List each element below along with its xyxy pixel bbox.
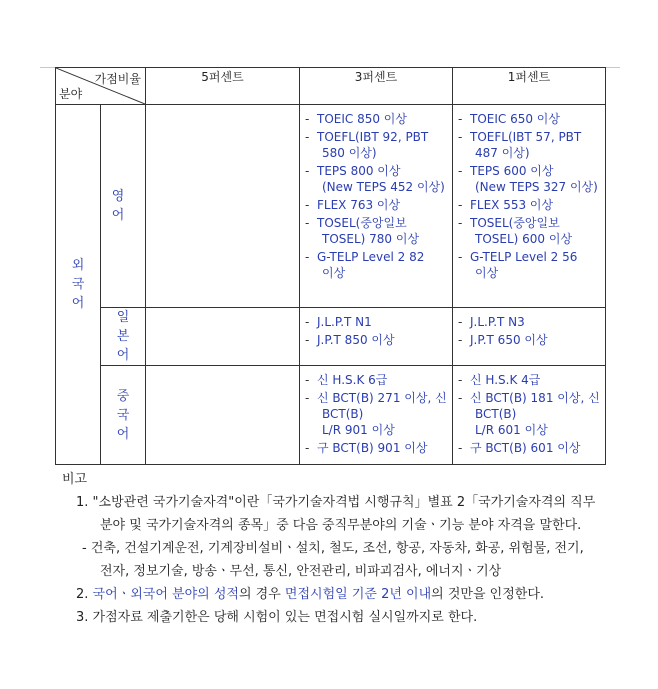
qualification-text: G-TELP Level 2 82 [317, 250, 425, 264]
remark-2-highlight-c: 면접시험일 기준 2년 이내 [284, 587, 432, 602]
remarks-section [60, 468, 620, 629]
qualification-text: 신 H.S.K 4급 [470, 373, 541, 387]
qualification-item [458, 314, 601, 330]
qualification-list [300, 366, 452, 462]
right-margin-guide [605, 67, 620, 68]
qualification-text: L/R 901 이상 [322, 423, 395, 437]
left-margin-guide [40, 67, 55, 68]
qualification-text: J.L.P.T N1 [317, 315, 372, 329]
qualification-text: TOSEL(중앙일보 [470, 216, 560, 230]
qualification-text: J.P.T 650 이상 [470, 333, 548, 347]
remark-2-text-d: 의 것만을 인정한다. [431, 587, 545, 602]
diagonal-header-cell [56, 68, 146, 105]
qualification-list [300, 105, 452, 287]
group-label-text: 외 국 어 [71, 258, 85, 311]
table-row-english [56, 105, 606, 308]
cell-japanese-3pct [300, 308, 453, 366]
qualification-text: 구 BCT(B) 901 이상 [317, 441, 428, 455]
table-header-row [56, 68, 606, 105]
qualification-text: 이상 [475, 266, 499, 280]
category-english: 영 어 [101, 105, 146, 308]
qualification-item [305, 332, 448, 348]
qualification-text: 이상 [322, 266, 346, 280]
qualification-item [305, 390, 448, 438]
cell-chinese-3pct [300, 366, 453, 465]
remark-field-list [60, 537, 620, 583]
qualification-text: (New TEPS 327 이상) [475, 180, 598, 194]
header-3pct: 3퍼센트 [300, 68, 453, 105]
qualification-text: 신 BCT(B) 271 이상, 신 [317, 391, 447, 405]
qualification-text: TEPS 800 이상 [317, 164, 401, 178]
cell-chinese-1pct [453, 366, 606, 465]
qualification-list [453, 105, 605, 287]
qualification-text: J.L.P.T N3 [470, 315, 525, 329]
corner-bottom-label: 분야 [59, 87, 83, 101]
qualification-text: 신 BCT(B) 181 이상, 신 [470, 391, 600, 405]
field-list-line-1: - 건축, 건설기계운전, 기계장비설비ㆍ설치, 철도, 조선, 항공, 자동차, 화공, 위험물, 전기, [82, 541, 584, 556]
remark-2-highlight-a: 국어ㆍ외국어 분야의 성적 [92, 587, 239, 602]
qualification-item [458, 440, 601, 456]
cell-english-1pct [453, 105, 606, 308]
qualification-text: BCT(B) [322, 407, 364, 421]
cell-chinese-5pct [146, 366, 300, 465]
bonus-points-table [55, 67, 606, 465]
qualification-item [458, 111, 601, 127]
qualification-item [458, 163, 601, 195]
qualification-text: 487 이상) [475, 146, 530, 160]
corner-top-label: 가점비율 [94, 72, 141, 86]
qualification-list [300, 308, 452, 354]
qualification-item [305, 249, 448, 281]
cell-japanese-1pct [453, 308, 606, 366]
qualification-text: (New TEPS 452 이상) [322, 180, 445, 194]
qualification-list [453, 308, 605, 354]
qualification-text: TOSEL) 600 이상 [475, 232, 573, 246]
qualification-text: J.P.T 850 이상 [317, 333, 395, 347]
qualification-item [305, 215, 448, 247]
qualification-item [458, 390, 601, 438]
qualification-text: FLEX 763 이상 [317, 198, 401, 212]
cell-japanese-5pct [146, 308, 300, 366]
category-chinese [101, 366, 146, 465]
qualification-item [458, 215, 601, 247]
qualification-text: L/R 601 이상 [475, 423, 548, 437]
qualification-text: G-TELP Level 2 56 [470, 250, 578, 264]
remark-1-line-2: 분야 및 국가기술자격의 종목」중 다음 중직무분야의 기술ㆍ기능 분야 자격을 말한다. [100, 518, 582, 533]
table-row-chinese [56, 366, 606, 465]
qualification-text: TEPS 600 이상 [470, 164, 554, 178]
qualification-item [305, 314, 448, 330]
qualification-item [458, 332, 601, 348]
table-row-japanese [56, 308, 606, 366]
category-japanese [101, 308, 146, 366]
qualification-text: BCT(B) [475, 407, 517, 421]
qualification-text: FLEX 553 이상 [470, 198, 554, 212]
remarks-heading: 비고 [62, 472, 88, 487]
cell-english-3pct [300, 105, 453, 308]
category-label-text: 일 본 어 [116, 310, 130, 363]
qualification-list [453, 366, 605, 462]
cell-english-5pct [146, 105, 300, 308]
qualification-item [305, 372, 448, 388]
qualification-text: TOSEL(중앙일보 [317, 216, 407, 230]
remark-item-1 [60, 491, 620, 537]
category-label-text: 중 국 어 [116, 388, 130, 442]
qualification-item [305, 197, 448, 213]
qualification-item [305, 111, 448, 127]
field-list-line-2: 전자, 정보기술, 방송ㆍ무선, 통신, 안전관리, 비파괴검사, 에너지ㆍ기상 [100, 564, 502, 579]
qualification-item [458, 372, 601, 388]
qualification-text: 신 H.S.K 6급 [317, 373, 388, 387]
qualification-text: TOEFL(IBT 92, PBT [317, 130, 429, 144]
qualification-text: 580 이상) [322, 146, 377, 160]
qualification-text: TOEFL(IBT 57, PBT [470, 130, 582, 144]
group-label-foreign-language [56, 105, 101, 465]
qualification-text: TOEIC 650 이상 [470, 112, 560, 126]
remark-2-text-b: 의 경우 [238, 587, 285, 602]
qualification-text: 구 BCT(B) 601 이상 [470, 441, 581, 455]
header-5pct: 5퍼센트 [146, 68, 300, 105]
qualification-item [305, 129, 448, 161]
qualification-item [305, 440, 448, 456]
qualification-text: TOEIC 850 이상 [317, 112, 407, 126]
qualification-item [458, 249, 601, 281]
remark-item-3: 3. 가점자료 제출기한은 당해 시험이 있는 면접시험 실시일까지로 한다. [76, 610, 478, 625]
remark-item-2 [60, 583, 620, 606]
remark-1-line-1: 1. "소방관련 국가기술자격"이란「국가기술자격법 시행규칙」별표 2「국가기술자격의 직무 [76, 495, 596, 510]
qualification-item [305, 163, 448, 195]
remark-2-number: 2. [76, 587, 93, 602]
qualification-text: TOSEL) 780 이상 [322, 232, 420, 246]
qualification-item [458, 129, 601, 161]
qualification-item [458, 197, 601, 213]
header-1pct: 1퍼센트 [453, 68, 606, 105]
